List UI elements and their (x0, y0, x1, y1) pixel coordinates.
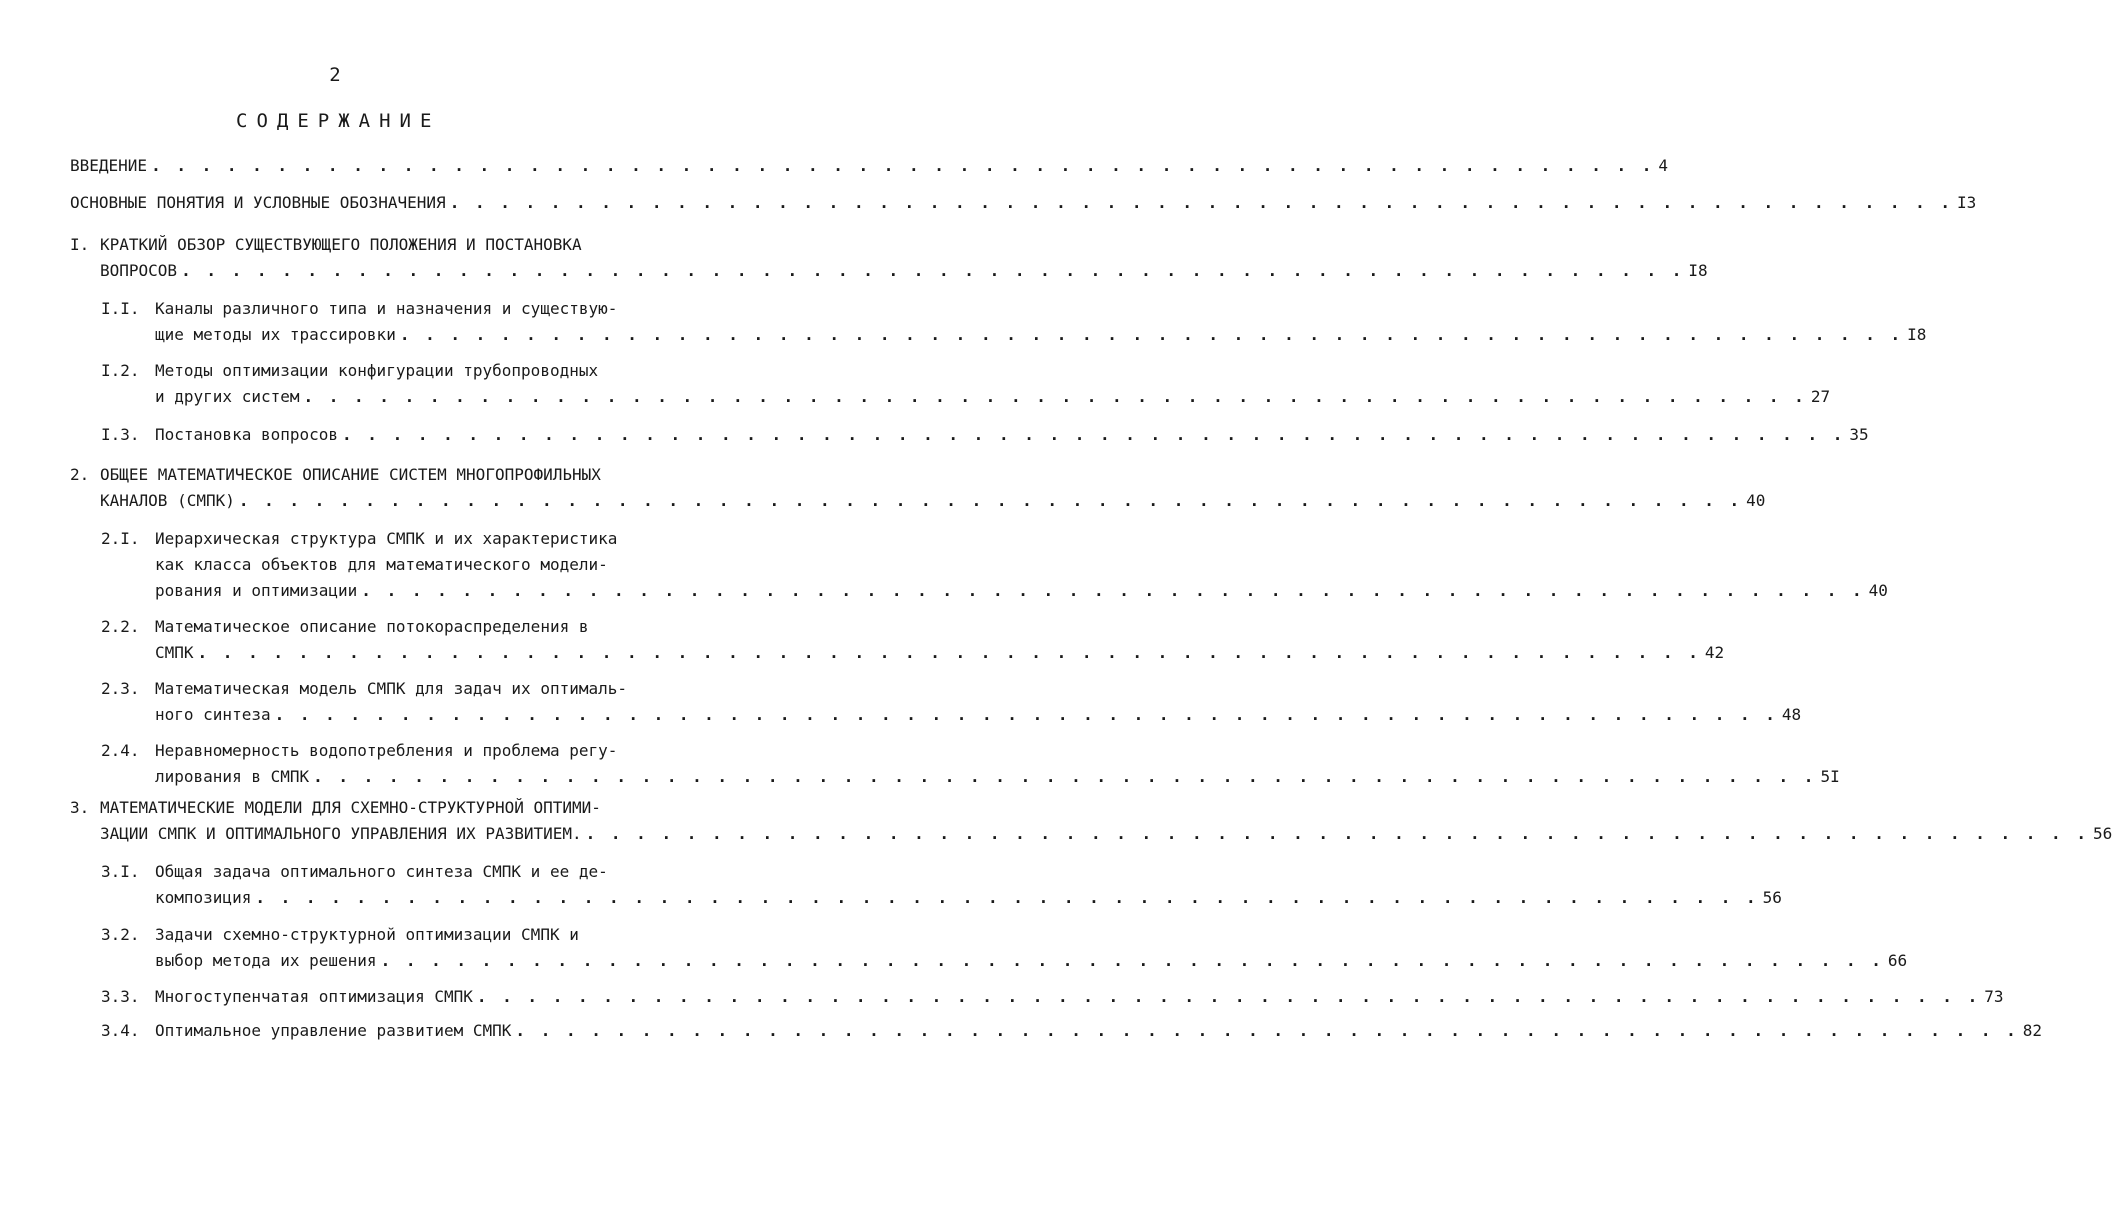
dot-leader: . . . . . . . . . . . . . . . . . . . . . . . . . . . . . . . . . . . . . . . . . . . . . . . . . . . . . . . . . . . . (303, 387, 1807, 406)
toc-page-number: 40 (1868, 581, 1888, 600)
dot-leader: . . . . . . . . . . . . . . . . . . . . . . . . . . . . . . . . . . . . . . . . . . . . . . . . . . . . . . . . . . . . (449, 193, 1953, 212)
toc-entry-title: щие методы их трассировки (155, 325, 396, 344)
toc-entry-text-line: как класса объектов для математического модели- (155, 555, 608, 574)
toc-entry-leader-line (155, 950, 1908, 972)
toc-entry-title: ВОПРОСОВ (100, 261, 178, 280)
page-title: СОДЕРЖАНИЕ (236, 110, 441, 132)
toc-entry-number: 2.4. (101, 741, 140, 760)
toc-entry-title: выбор метода их решения (155, 951, 377, 970)
toc-entry-leader-line (100, 823, 2112, 845)
toc-entry-text-line: Иерархическая структура СМПК и их характеристика (155, 529, 618, 548)
toc-page-number: I3 (1957, 193, 1977, 212)
dot-leader: . . . . . . . . . . . . . . . . . . . . . . . . . . . . . . . . . . . . . . . . . . . . . . . . . . . . . . . . . . . . (181, 261, 1685, 280)
toc-entry-leader-line (155, 766, 1840, 788)
toc-entry-number: I. (70, 235, 90, 254)
toc-entry-number: 3.4. (101, 1021, 140, 1040)
dot-leader: . . . . . . . . . . . . . . . . . . . . . . . . . . . . . . . . . . . . . . . . . . . . . . . . . . . . . . . . . . . . (361, 581, 1865, 600)
dot-leader: . . . . . . . . . . . . . . . . . . . . . . . . . . . . . . . . . . . . . . . . . . . . . . . . . . . . . . . . . . . . (313, 767, 1817, 786)
dot-leader: . . . . . . . . . . . . . . . . . . . . . . . . . . . . . . . . . . . . . . . . . . . . . . . . . . . . . . . . . . . . (515, 1021, 2019, 1040)
dot-leader: . . . . . . . . . . . . . . . . . . . . . . . . . . . . . . . . . . . . . . . . . . . . . . . . . . . . . . . . . . . . (151, 156, 1655, 175)
toc-page-number: 40 (1746, 491, 1766, 510)
toc-entry-title: ВВЕДЕНИЕ (70, 156, 148, 175)
toc-page-number: 82 (2022, 1021, 2042, 1040)
dot-leader: . . . . . . . . . . . . . . . . . . . . . . . . . . . . . . . . . . . . . . . . . . . . . . . . . . . . . . . . . . . . (274, 705, 1778, 724)
toc-entry-leader-line (155, 887, 1782, 909)
toc-page-number: 56 (1762, 888, 1782, 907)
toc-page-number: 48 (1781, 705, 1802, 724)
dot-leader: . . . . . . . . . . . . . . . . . . . . . . . . . . . . . . . . . . . . . . . . . . . . . . . . . . . . . . . . . . . . (476, 987, 1981, 1006)
toc-entry-text-line: Общая задача оптимального синтеза СМПК и ее де- (155, 862, 608, 881)
toc-entry-text-line: Математическая модель СМПК для задач их оптималь- (155, 679, 628, 698)
dot-leader: . . . . . . . . . . . . . . . . . . . . . . . . . . . . . . . . . . . . . . . . . . . . . . . . . . . . . . . . . . . . (255, 888, 1759, 907)
dot-leader: . . . . . . . . . . . . . . . . . . . . . . . . . . . . . . . . . . . . . . . . . . . . . . . . . . . . . . . . . . . . (585, 824, 2089, 843)
toc-page-number: 56 (2092, 824, 2112, 843)
toc-entry-number: 2.3. (101, 679, 140, 698)
toc-entry-number: 2. (70, 465, 90, 484)
toc-page-number: 35 (1849, 425, 1869, 444)
toc-entry-text-line: Неравномерность водопотребления и проблема регу- (155, 741, 618, 760)
toc-page-number: 42 (1704, 643, 1725, 662)
toc-entry-leader-line (155, 580, 1888, 602)
toc-entry-title: СМПК (155, 643, 194, 662)
toc-entry-title: Многоступенчатая оптимизация СМПК (155, 987, 473, 1006)
dot-leader: . . . . . . . . . . . . . . . . . . . . . . . . . . . . . . . . . . . . . . . . . . . . . . . . . . . . . . . . . . . . (342, 425, 1846, 444)
toc-entry-text-line: Математическое описание потокораспределения в (155, 617, 589, 636)
toc-entry-text-line: Каналы различного типа и назначения и существую- (155, 299, 618, 318)
toc-entry-title: ОСНОВНЫЕ ПОНЯТИЯ И УСЛОВНЫЕ ОБОЗНАЧЕНИЯ (70, 193, 446, 212)
toc-entry-number: I.I. (101, 299, 140, 318)
toc-entry-title: Оптимальное управление развитием СМПК (155, 1021, 512, 1040)
toc-entry-number: 3.3. (101, 987, 140, 1006)
toc-entry-title: ного синтеза (155, 705, 271, 724)
toc-entry-number: 3. (70, 798, 90, 817)
toc-entry-text-line: ОБЩЕЕ МАТЕМАТИЧЕСКОЕ ОПИСАНИЕ СИСТЕМ МНОГОПРОФИЛЬНЫХ (100, 465, 601, 484)
toc-entry-number: 3.2. (101, 925, 140, 944)
toc-page-number: 27 (1810, 387, 1831, 406)
toc-page-number: I8 (1688, 261, 1708, 280)
toc-entry-number: 2.I. (101, 529, 140, 548)
toc-entry-text-line: Методы оптимизации конфигурации трубопроводных (155, 361, 599, 380)
toc-page-number: 73 (1984, 987, 2004, 1006)
toc-page-number: 66 (1887, 951, 1908, 970)
toc-entry-leader-line (155, 424, 1869, 446)
toc-entry-title: КАНАЛОВ (СМПК) (100, 491, 235, 510)
toc-page-number: 4 (1658, 156, 1669, 175)
toc-entry-leader-line (100, 490, 1766, 512)
toc-entry-leader-line (155, 1020, 2042, 1042)
dot-leader: . . . . . . . . . . . . . . . . . . . . . . . . . . . . . . . . . . . . . . . . . . . . . . . . . . . . . . . . . . . . (399, 325, 1904, 344)
toc-entry-leader-line (70, 192, 1977, 214)
toc-entry-number: I.2. (101, 361, 140, 380)
toc-page-number: I8 (1907, 325, 1927, 344)
toc-entry-title: и других систем (155, 387, 300, 406)
dot-leader: . . . . . . . . . . . . . . . . . . . . . . . . . . . . . . . . . . . . . . . . . . . . . . . . . . . . . . . . . . . . (380, 951, 1884, 970)
toc-entry-leader-line (155, 986, 2004, 1008)
toc-entry-leader-line (155, 386, 1831, 408)
toc-entry-leader-line (100, 260, 1708, 282)
toc-entry-number: I.3. (101, 425, 140, 444)
toc-entry-title: ЗАЦИИ СМПК И ОПТИМАЛЬНОГО УПРАВЛЕНИЯ ИХ РАЗВИТИЕМ. (100, 824, 582, 843)
toc-entry-title: композиция (155, 888, 252, 907)
toc-entry-title: Постановка вопросов (155, 425, 339, 444)
toc-entry-leader-line (155, 704, 1802, 726)
toc-entry-title: лирования в СМПК (155, 767, 310, 786)
toc-entry-leader-line (155, 642, 1725, 664)
toc-entry-leader-line (70, 155, 1669, 177)
toc-page-number: 5I (1820, 767, 1840, 786)
dot-leader: . . . . . . . . . . . . . . . . . . . . . . . . . . . . . . . . . . . . . . . . . . . . . . . . . . . . . . . . . . . . (197, 643, 1701, 662)
toc-entry-text-line: Задачи схемно-структурной оптимизации СМПК и (155, 925, 579, 944)
toc-entry-number: 3.I. (101, 862, 140, 881)
toc-entry-number: 2.2. (101, 617, 140, 636)
toc-entry-text-line: МАТЕМАТИЧЕСКИЕ МОДЕЛИ ДЛЯ СХЕМНО-СТРУКТУРНОЙ ОПТИМИ- (100, 798, 601, 817)
toc-entry-leader-line (155, 324, 1927, 346)
dot-leader: . . . . . . . . . . . . . . . . . . . . . . . . . . . . . . . . . . . . . . . . . . . . . . . . . . . . . . . . . . . . (238, 491, 1743, 510)
page-number: 2 (329, 64, 341, 86)
toc-entry-title: рования и оптимизации (155, 581, 358, 600)
toc-entry-text-line: КРАТКИЙ ОБЗОР СУЩЕСТВУЮЩЕГО ПОЛОЖЕНИЯ И ПОСТАНОВКА (100, 235, 582, 254)
